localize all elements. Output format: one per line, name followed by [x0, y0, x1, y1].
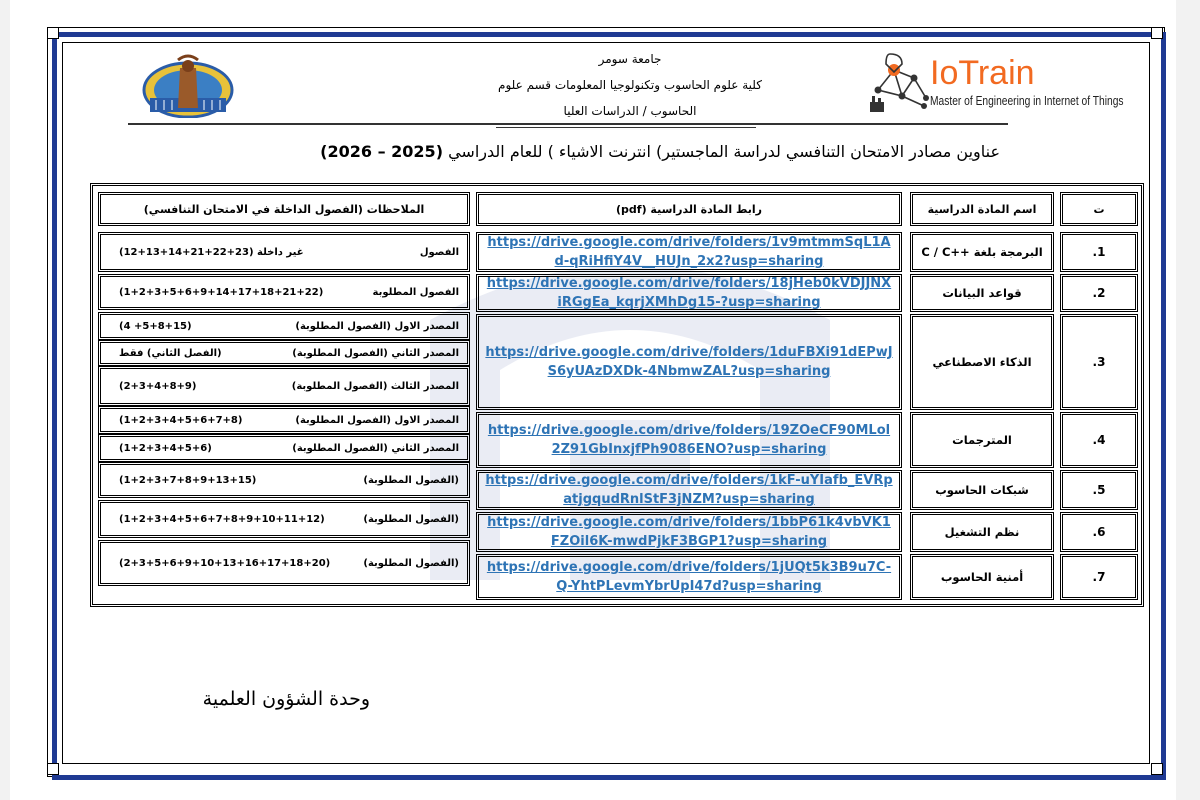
row-num: 4. [1060, 412, 1138, 468]
header-divider [128, 123, 1008, 125]
note-label: (الفصول المطلوبة) [363, 474, 459, 486]
title-text: عناوين مصادر الامتحان التنافسي لدراسة الماجستير) انترنت الاشياء ) للعام الدراسي [448, 142, 1000, 161]
note-cell [98, 366, 470, 406]
note-label: المصدر الاول (الفصول المطلوبة) [295, 414, 459, 426]
drive-link[interactable]: https://drive.google.com/drive/folders/18jHeb0kVDJJNXiRGgEa_kqrjXMhDg15-?usp=sharing [476, 274, 902, 312]
note-cell [98, 340, 470, 366]
note-label: (الفصول المطلوبة) [363, 513, 459, 525]
note-cell [98, 462, 470, 498]
note-cell [98, 232, 470, 272]
drive-link[interactable]: https://drive.google.com/drive/folders/1duFBXi91dEPwJS6yUAzDXDk-4NbmwZAL?usp=sharing [476, 314, 902, 410]
subject-cell: نظم التشغيل [910, 512, 1054, 552]
college-name: كلية علوم الحاسوب وتكنولوجيا المعلومات قسم علوم [498, 78, 762, 92]
note-label: المصدر الثاني (الفصول المطلوبة) [292, 442, 459, 454]
university-header [480, 46, 780, 124]
brand-tagline: Master of Engineering in Internet of Things [930, 94, 1124, 108]
network-graph-icon [868, 50, 930, 116]
row-num: 1. [1060, 232, 1138, 272]
row-num: 6. [1060, 512, 1138, 552]
note-cell [98, 274, 470, 310]
document-page [10, 0, 1176, 800]
header-subject: اسم المادة الدراسية [910, 192, 1054, 226]
header-divider-short [496, 127, 756, 128]
header-num: ت [1060, 192, 1138, 226]
note-cell [98, 500, 470, 538]
frame-corner [1151, 27, 1163, 39]
note-label: (الفصول المطلوبة) [363, 557, 459, 569]
note-label: الفصول المطلوبة [372, 286, 459, 298]
document-title [310, 142, 1000, 161]
drive-link[interactable]: https://drive.google.com/drive/folders/1jUQt5k3B9u7C-Q-YhtPLevmYbrUpI47d?usp=sharing [476, 554, 902, 600]
subject-cell: الذكاء الاصطناعي [910, 314, 1054, 410]
iotrain-logo [868, 48, 1158, 120]
note-cell [98, 312, 470, 340]
note-cell [98, 406, 470, 434]
note-value: (12+13+14+21+22+23) غير داخلة [119, 246, 304, 258]
drive-link[interactable]: https://drive.google.com/drive/folders/1v9mtmmSqL1Ad-qRiHfiY4V__HUJn_2x2?usp=sharing [476, 232, 902, 272]
drive-link[interactable]: https://drive.google.com/drive/folders/19ZOeCF90MLol2Z91GbInxjfPh9086ENO?usp=sharing [476, 412, 902, 468]
note-value: (1+2+3+5+6+9+14+17+18+21+22) [119, 286, 324, 298]
academic-year: (2025 – 2026) [320, 142, 443, 161]
header-notes: الملاحظات (الفصول الداخلة في الامتحان التنافسي) [98, 192, 470, 226]
subject-cell: قواعد البيانات [910, 274, 1054, 312]
note-value: (2+3+5+6+9+10+13+16+17+18+20) [119, 557, 331, 569]
row-num: 7. [1060, 554, 1138, 600]
department-name: الحاسوب / الدراسات العليا [563, 104, 697, 118]
row-num: 5. [1060, 470, 1138, 510]
note-value: (الفصل الثاني) فقط [119, 347, 222, 359]
frame-corner [47, 27, 59, 39]
header-link: رابط المادة الدراسية (pdf) [476, 192, 902, 226]
note-value: (1+2+3+4+5+6+7+8+9+10+11+12) [119, 513, 325, 525]
drive-link[interactable]: https://drive.google.com/drive/folders/1kF-uYIafb_EVRpatjgqudRnlStF3jNZM?usp=sharing [476, 470, 902, 510]
subject-cell: شبكات الحاسوب [910, 470, 1054, 510]
university-name: جامعة سومر [598, 52, 662, 66]
note-value: (1+2+3+4+5+6+7+8) [119, 414, 243, 426]
row-num: 3. [1060, 314, 1138, 410]
note-cell [98, 540, 470, 586]
note-label: المصدر الاول (الفصول المطلوبة) [295, 320, 459, 332]
frame-corner [47, 763, 59, 775]
subject-cell: البرمجة بلغة ++C / C [910, 232, 1054, 272]
scientific-affairs-unit: وحدة الشؤون العلمية [202, 688, 370, 710]
subject-cell: المترجمات [910, 412, 1054, 468]
note-value: (2+3+4+8+9) [119, 380, 197, 392]
drive-link[interactable]: https://drive.google.com/drive/folders/1bbP61k4vbVK1FZOil6K-mwdPjkF3BGP1?usp=sharing [476, 512, 902, 552]
row-num: 2. [1060, 274, 1138, 312]
note-cell [98, 434, 470, 462]
brand-name: IoTrain [930, 54, 1035, 92]
note-label: الفصول [419, 246, 459, 258]
frame-corner [1151, 763, 1163, 775]
note-label: المصدر الثاني (الفصول المطلوبة) [292, 347, 459, 359]
university-emblem-icon [140, 54, 236, 118]
subject-cell: أمنية الحاسوب [910, 554, 1054, 600]
note-label: المصدر الثالث (الفصول المطلوبة) [291, 380, 459, 392]
note-value: (4 +5+8+15) [119, 320, 192, 332]
note-value: (1+2+3+7+8+9+13+15) [119, 474, 257, 486]
note-value: (1+2+3+4+5+6) [119, 442, 212, 454]
